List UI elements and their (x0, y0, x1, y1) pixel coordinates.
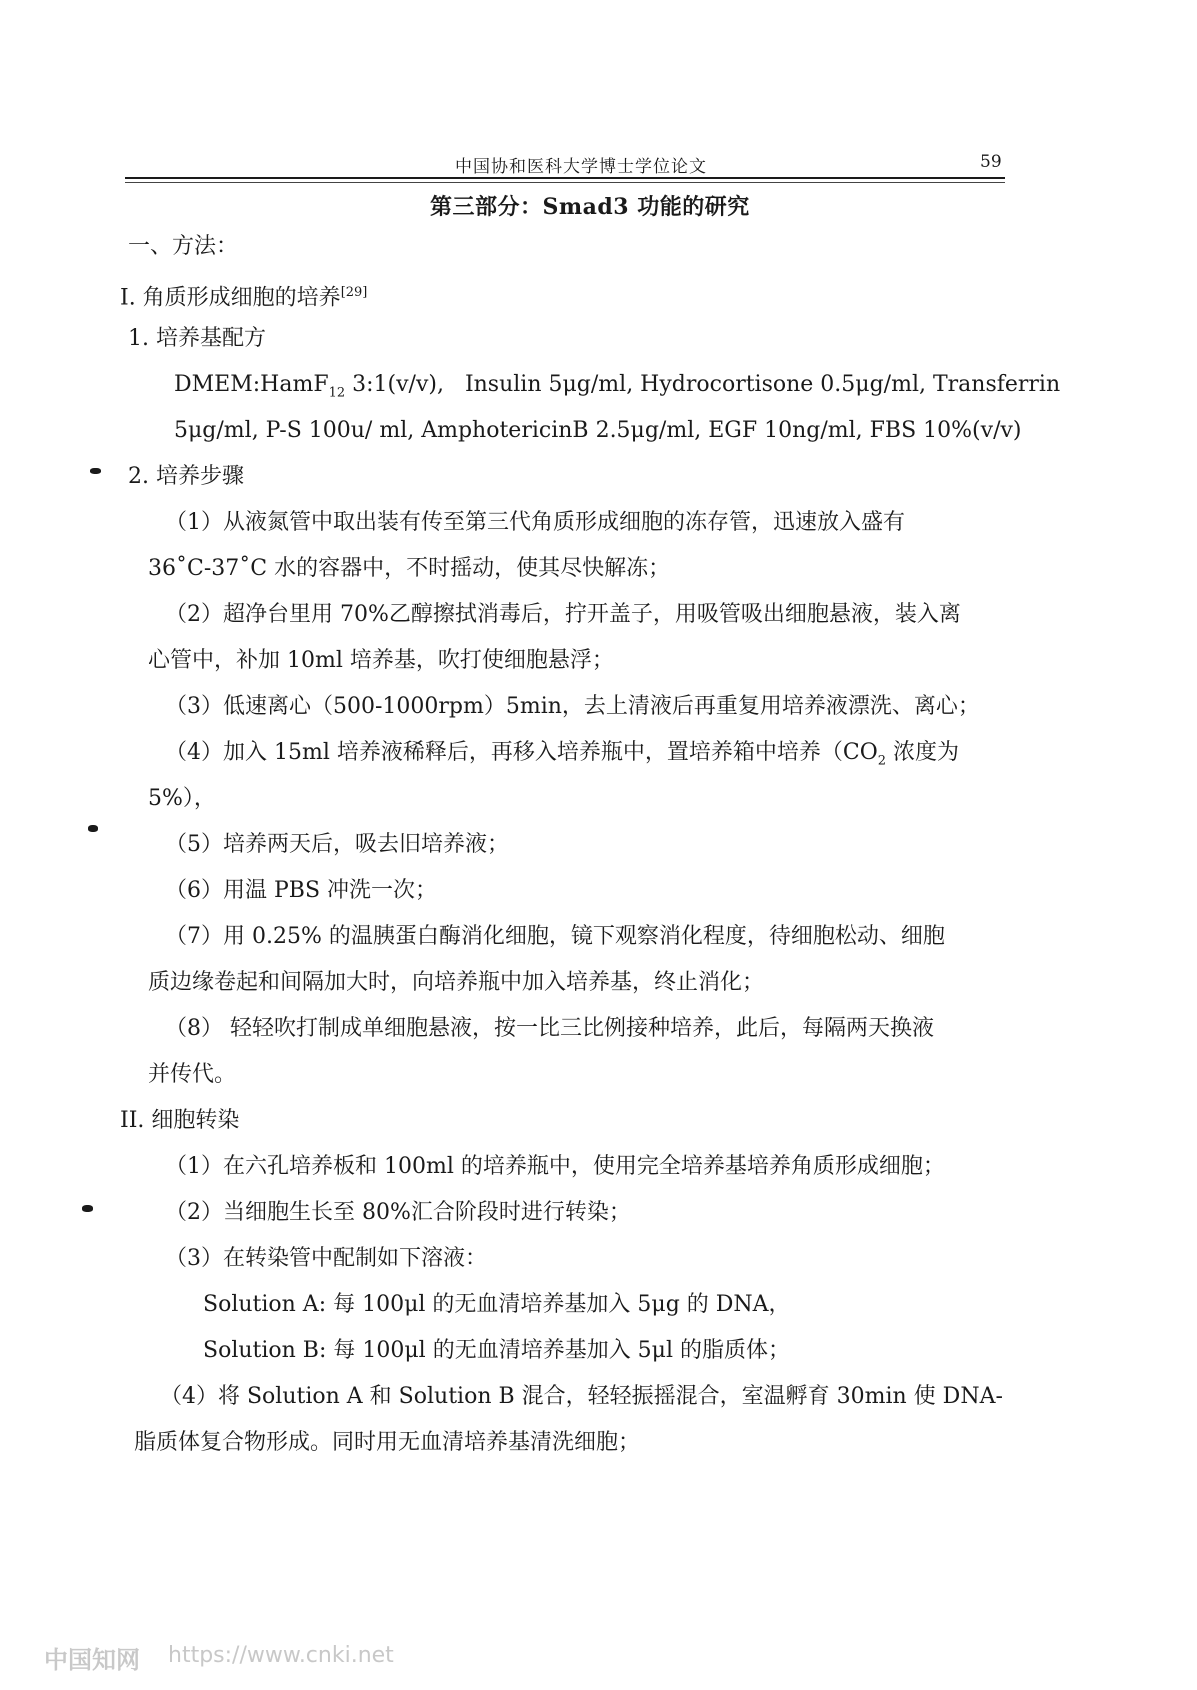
transfection-step-1: （1）在六孔培养板和 100ml 的培养瓶中，使用完全培养基培养角质形成细胞； (165, 1154, 945, 1179)
scan-speck (90, 468, 101, 474)
scan-speck (88, 825, 98, 832)
cnki-logo: 中国知网 (44, 1646, 140, 1674)
header-rule-thin (125, 182, 1005, 183)
step-4-line-1 (165, 739, 959, 775)
scan-speck (82, 1205, 93, 1212)
transfection-step-4-line-2: 脂质体复合物形成。同时用无血清培养基清洗细胞； (134, 1430, 641, 1455)
medium-line-1-sub: 12 (328, 385, 346, 401)
step-1-line-2: 36˚C-37˚C 水的容器中，不时摇动，使其尽快解冻； (148, 556, 671, 581)
cnki-url[interactable]: https://www.cnki.net (168, 1643, 394, 1668)
solution-b: Solution B: 每 100μl 的无血清培养基加入 5μl 的脂质体； (203, 1338, 791, 1363)
page-number: 59 (980, 152, 1002, 172)
step-4-line-1-sub: 2 (877, 753, 887, 769)
step-5: （5）培养两天后，吸去旧培养液； (165, 832, 509, 857)
transfection-step-4-line-1: （4）将 Solution A 和 Solution B 混合，轻轻振摇混合，室温孵育 30min 使 DNA- (160, 1384, 1003, 1409)
medium-line-1-a: DMEM:HamF (174, 372, 329, 397)
steps-heading: 2. 培养步骤 (128, 464, 244, 489)
methods-heading: 一、方法： (128, 234, 239, 259)
medium-line-1 (174, 371, 1060, 407)
step-7-line-2: 质边缘卷起和间隔加大时，向培养瓶中加入培养基，终止消化； (148, 970, 765, 995)
step-2-line-1: （2）超净台里用 70%乙醇擦拭消毒后，拧开盖子，用吸管吸出细胞悬液，装入离 (165, 602, 961, 627)
step-8-line-1: （8） 轻轻吹打制成单细胞悬液，按一比三比例接种培养，此后，每隔两天换液 (165, 1016, 934, 1041)
step-2-line-2: 心管中，补加 10ml 培养基，吹打使细胞悬浮； (148, 648, 614, 673)
medium-line-2: 5μg/ml, P-S 100u/ ml, AmphotericinB 2.5μg/ml, EGF 10ng/ml, FBS 10%(v/v) (174, 418, 1022, 443)
medium-line-1-b: 3:1(v/v), Insulin 5μg/ml, Hydrocortisone 0.5μg/ml, Transferrin (345, 372, 1061, 397)
step-4-line-1-a: （4）加入 15ml 培养液稀释后，再移入培养瓶中，置培养箱中培养（CO (165, 740, 878, 765)
part1-heading-text: I. 角质形成细胞的培养 (120, 285, 341, 311)
header-rule (125, 177, 1005, 179)
medium-heading: 1. 培养基配方 (128, 326, 266, 351)
step-4-line-2: 5%）， (148, 786, 216, 811)
step-6: （6）用温 PBS 冲洗一次； (165, 878, 438, 903)
part1-heading (120, 279, 367, 312)
running-header-title: 中国协和医科大学博士学位论文 (455, 157, 707, 177)
step-1-line-1: （1）从液氮管中取出装有传至第三代角质形成细胞的冻存管，迅速放入盛有 (165, 510, 905, 535)
section-title: 第三部分：Smad3 功能的研究 (430, 194, 750, 220)
transfection-step-2: （2）当细胞生长至 80%汇合阶段时进行转染； (165, 1200, 631, 1225)
step-3: （3）低速离心（500-1000rpm）5min，去上清液后再重复用培养液漂洗、离心； (165, 694, 980, 719)
part2-heading: II. 细胞转染 (120, 1108, 240, 1133)
transfection-step-3: （3）在转染管中配制如下溶液： (165, 1246, 487, 1271)
step-8-line-2: 并传代。 (148, 1062, 237, 1087)
step-4-line-1-b: 浓度为 (886, 740, 960, 765)
citation: [29] (340, 285, 368, 300)
step-7-line-1: （7）用 0.25% 的温胰蛋白酶消化细胞，镜下观察消化程度，待细胞松动、细胞 (165, 924, 945, 949)
solution-a: Solution A: 每 100μl 的无血清培养基加入 5μg 的 DNA， (203, 1292, 791, 1317)
